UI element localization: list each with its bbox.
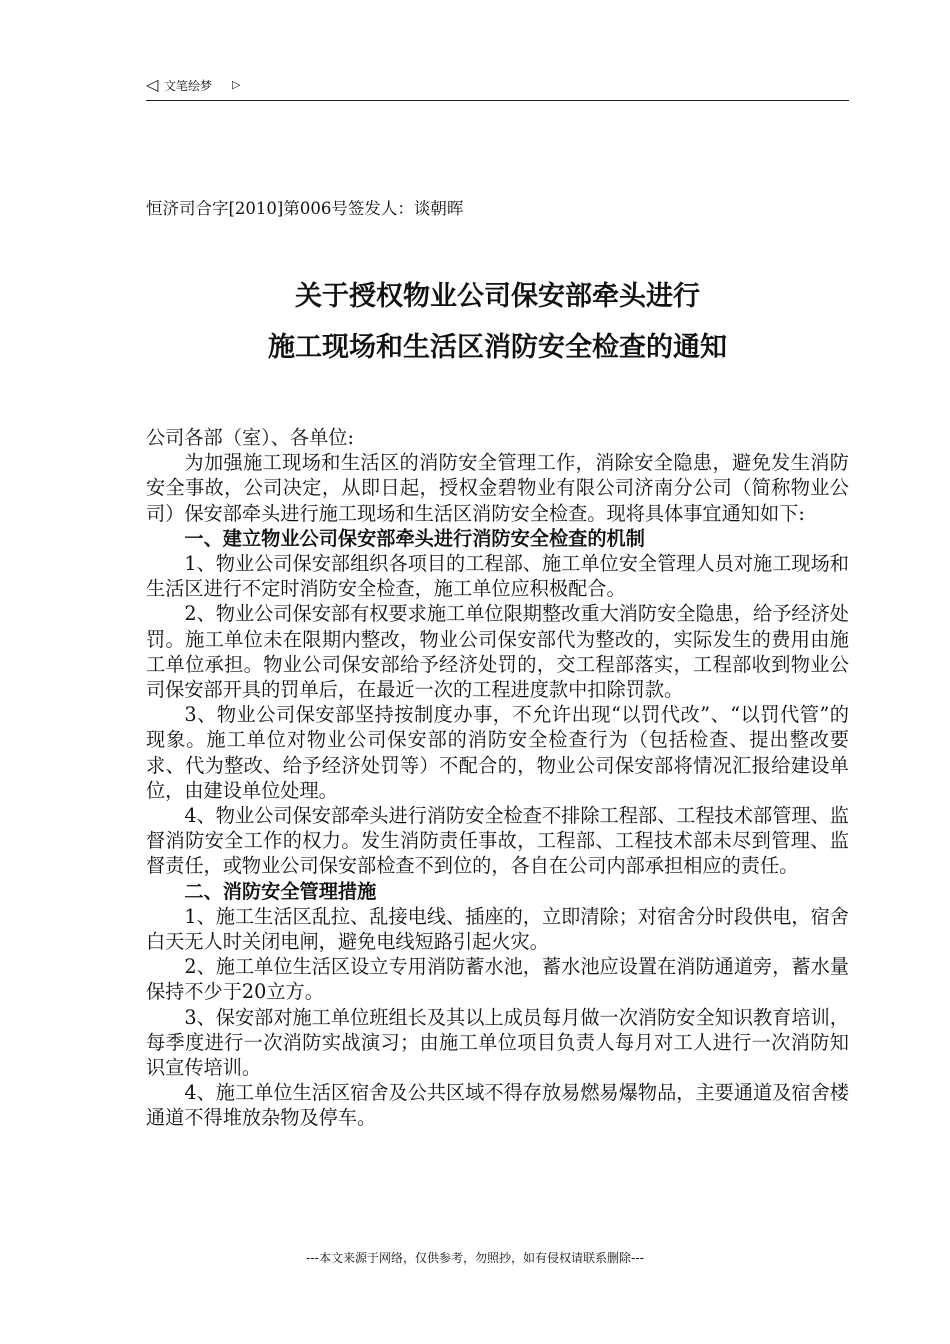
section-1-heading: 一、建立物业公司保安部牵头进行消防安全检查的机制 (184, 526, 645, 550)
section-1-item: 1、物业公司保安部组织各项目的工程部、施工单位安全管理人员对施工现场和生活区进行不定时消防安全检查，施工单位应积极配合。 (146, 552, 849, 601)
salutation: 公司各部（室）、各单位: (146, 426, 354, 449)
section-2-heading: 二、消防安全管理措施 (184, 879, 377, 903)
section-1-item: 4、物业公司保安部牵头进行消防安全检查不排除工程部、工程技术部管理、监督消防安全工作的权力。发生消防责任事故，工程部、工程技术部未尽到管理、监督责任，或物业公司保安部检查不到位的，各自在公司内部承担相应的责任。 (146, 804, 849, 878)
document-number: 恒济司合字[2010]第006号签发人：谈朝晖 (146, 199, 464, 218)
section-2-item: 2、施工单位生活区设立专用消防蓄水池，蓄水池应设置在消防通道旁，蓄水量保持不少于20立方。 (146, 955, 849, 1004)
section-2-item: 1、施工生活区乱拉、乱接电线、插座的，立即清除；对宿舍分时段供电，宿舍白天无人时关闭电闸，避免电线短路引起火灾。 (146, 904, 849, 954)
page-footer-disclaimer: ---本文来源于网络，仅供参考，勿照抄，如有侵权请联系删除--- (306, 1251, 644, 1265)
triangle-left-icon: ◁ (146, 75, 159, 94)
title-line-1: 关于授权物业公司保安部牵头进行 (295, 281, 700, 312)
section-1-item: 3、物业公司保安部坚持按制度办事，不允许出现“以罚代改”、“以罚代管”的现象。施工单位对物业公司保安部的消防安全检查行为（包括检查、提出整改要求、代为整改、给予经济处罚等）不配合的，物业公司保安部将情况汇报给建设单位，由建设单位处理。 (146, 703, 849, 802)
section-2-item: 4、施工单位生活区宿舍及公共区域不得存放易燃易爆物品，主要通道及宿舍楼通道不得堆放杂物及停车。 (146, 1081, 849, 1130)
section-2-item: 3、保安部对施工单位班组长及其以上成员每月做一次消防安全知识教育培训，每季度进行一次消防实战演习；由施工单位项目负责人每月对工人进行一次消防知识宣传培训。 (146, 1005, 849, 1080)
triangle-right-icon: ▷ (232, 78, 241, 91)
title-line-2: 施工现场和生活区消防安全检查的通知 (268, 332, 727, 363)
section-1-item: 2、物业公司保安部有权要求施工单位限期整改重大消防安全隐患，给予经济处罚。施工单位未在限期内整改，物业公司保安部代为整改的，实际发生的费用由施工单位承担。物业公司保安部给予经济处罚的，交工程部落实，工程部收到物业公司保安部开具的罚单后，在最近一次的工程进度款中扣除罚款。 (146, 602, 849, 702)
page-header (146, 74, 849, 101)
intro-paragraph: 为加强施工现场和生活区的消防安全管理工作，消除安全隐患，避免发生消防安全事故，公司决定，从即日起，授权金碧物业有限公司济南分公司（简称物业公司）保安部牵头进行施工现场和生活区消防安全检查。现将具体事宜通知如下: (146, 451, 849, 525)
document-body (146, 425, 849, 1131)
header-brand: 文笔绘梦 (164, 79, 213, 93)
